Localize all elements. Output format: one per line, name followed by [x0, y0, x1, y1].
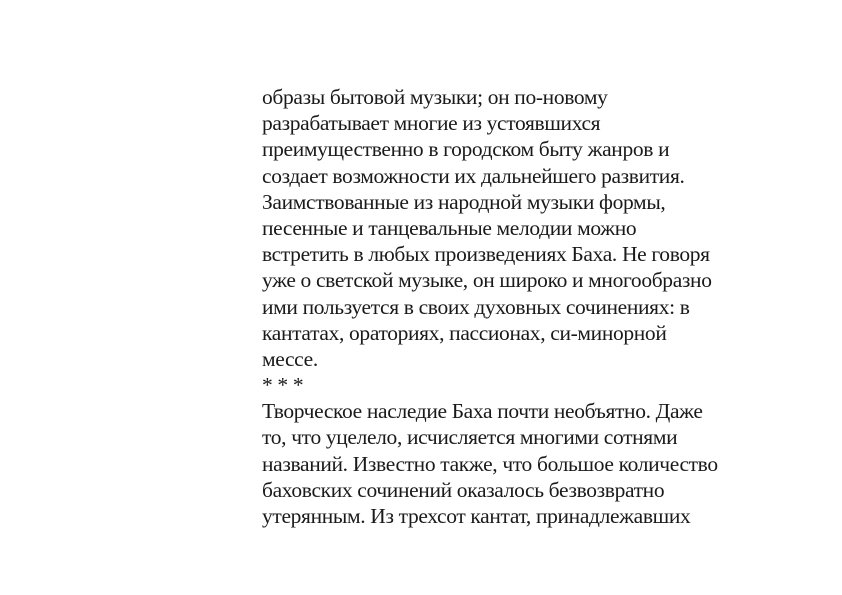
text-line: баховских сочинений оказалось безвозвратно [262, 477, 665, 502]
text-line: встретить в любых произведениях Баха. Не говоря [262, 242, 710, 267]
text-line: песенные и танцевальные мелодии можно [262, 215, 637, 240]
text-line: уже о светской музыке, он широко и многообразно [262, 268, 712, 293]
text-line: мессе. [262, 346, 318, 371]
section-separator: * * * [262, 373, 304, 398]
text-line: названий. Известно также, что большое количество [262, 451, 718, 476]
text-line: создает возможности их дальнейшего развития. [262, 163, 685, 188]
text-line: образы бытовой музыки; он по-новому [262, 85, 608, 109]
text-line: преимущественно в городском быту жанров и [262, 137, 670, 162]
text-line: Заимствованные из народной музыки формы, [262, 189, 666, 214]
text-line: то, что уцелело, исчисляется многими сотнями [262, 425, 678, 450]
text-line: Творческое наследие Баха почти необъятно. Даже [262, 399, 703, 424]
text-line: утерянным. Из трехсот кантат, принадлежавших [262, 504, 691, 528]
text-line: разрабатывает многие из устоявшихся [262, 111, 601, 136]
text-line: ими пользуется в своих духовных сочинениях: в [262, 294, 690, 319]
body-text [262, 84, 782, 529]
text-line: кантатах, ораториях, пассионах, си-минорной [262, 320, 667, 345]
